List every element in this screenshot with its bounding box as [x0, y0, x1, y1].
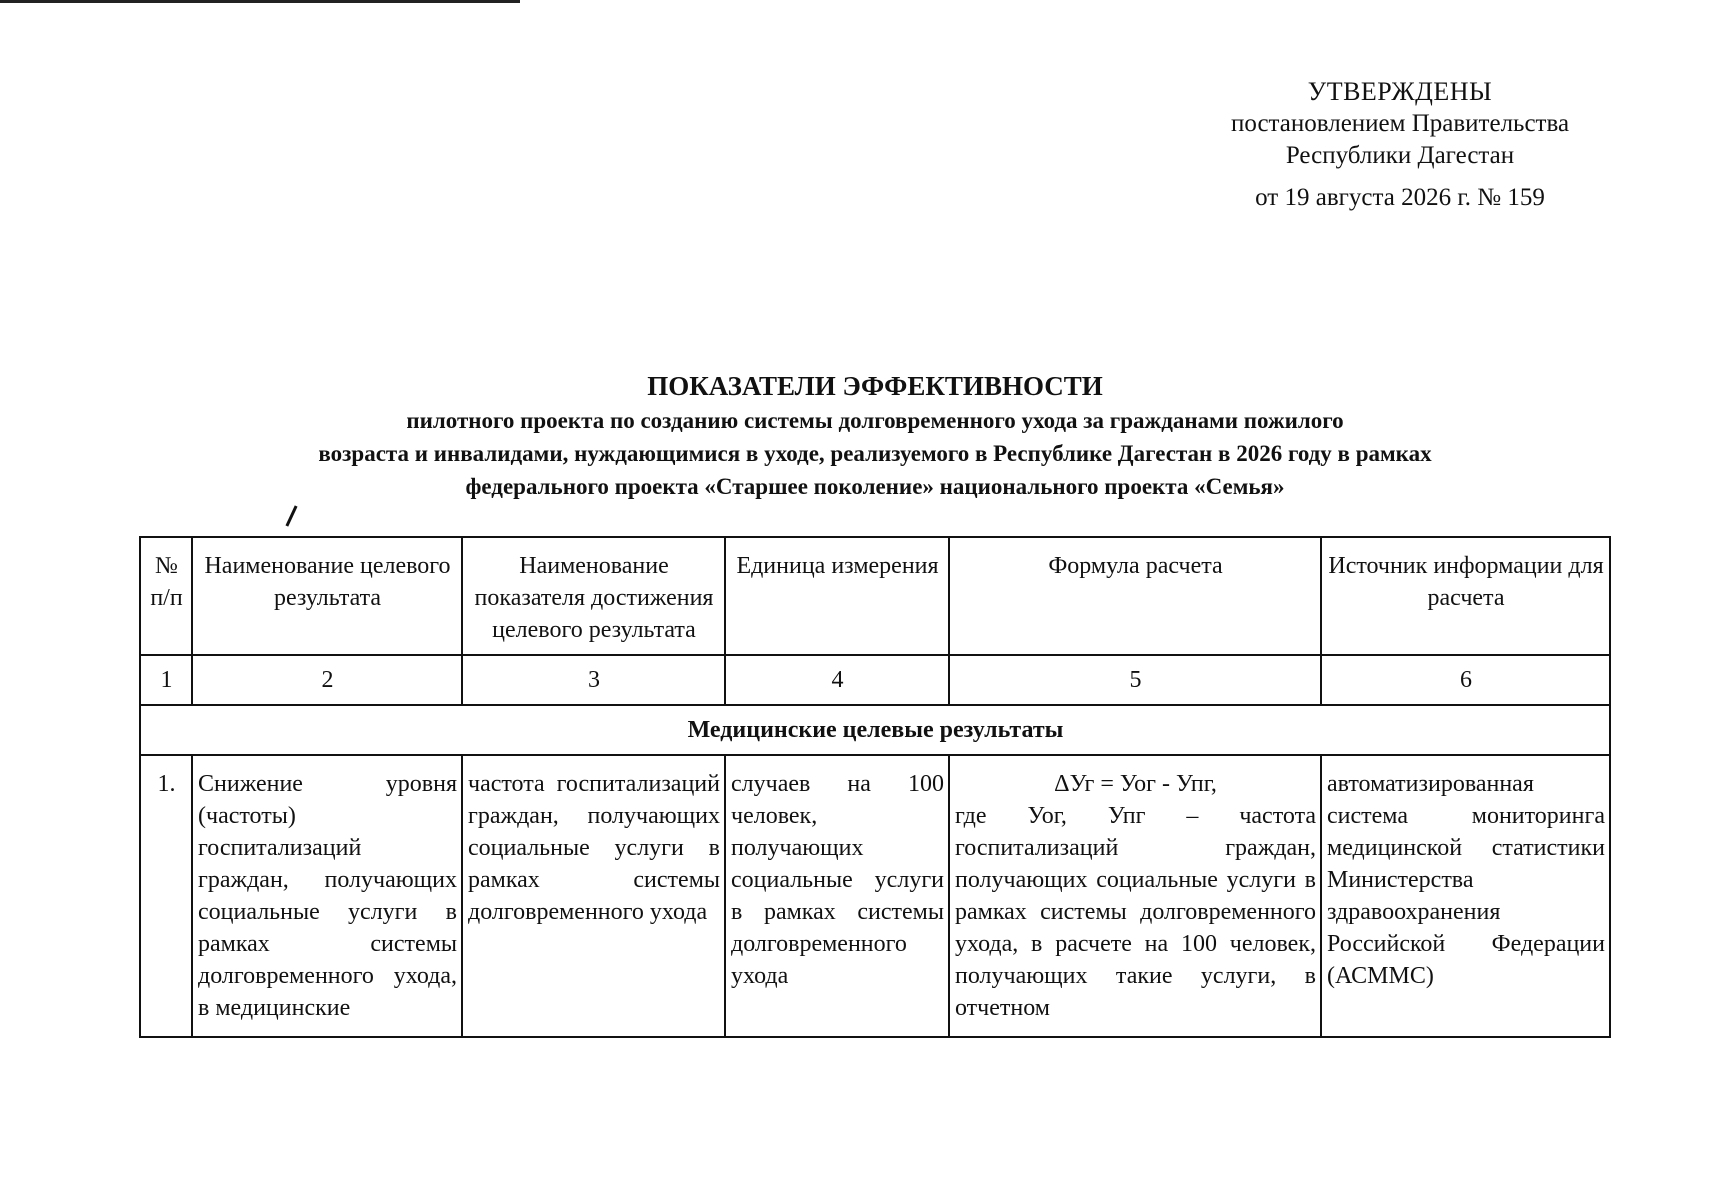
table-header-row — [140, 537, 1610, 655]
column-number: 5 — [949, 655, 1321, 705]
document-subtitle-line-3: федерального проекта «Старшее поколение» национального проекта «Семья» — [465, 474, 1285, 499]
approval-heading: УТВЕРЖДЕНЫ — [1307, 77, 1493, 106]
section-row — [140, 705, 1610, 755]
column-number-row — [140, 655, 1610, 705]
header-cell-formula: Формула расчета — [949, 537, 1321, 655]
column-number: 6 — [1321, 655, 1610, 705]
scan-edge-mark — [0, 0, 520, 3]
column-number: 4 — [725, 655, 949, 705]
document-subtitle-line-2: возраста и инвалидами, нуждающимися в уходе, реализуемого в Республике Дагестан в 2026 году в рамках — [318, 441, 1432, 466]
row-source: автоматизированная система мониторинга медицинской статистики Министерства здравоохранения Российской Федерации (АСММС) — [1321, 755, 1610, 1037]
header-cell-indicator: Наименование показателя достижения целевого результата — [462, 537, 725, 655]
document-subtitle-line-1: пилотного проекта по созданию системы долговременного ухода за гражданами пожилого — [406, 408, 1344, 433]
approval-stamp-block — [1170, 76, 1630, 214]
formula-description: где Уог, Упг – частота госпитализаций граждан, получающих социальные услуги в рамках системы долговременного ухода, в расчете на 100 человек, получающих такие услуги, в отчетном — [955, 803, 1316, 1021]
formula-expression: ΔУг = Уог - Упг, — [1054, 771, 1217, 797]
header-cell-source: Источник информации для расчета — [1321, 537, 1610, 655]
section-title: Медицинские целевые результаты — [140, 705, 1610, 755]
row-unit: случаев на 100 человек, получающих социальные услуги в рамках системы долговременного ухода — [725, 755, 949, 1037]
document-title-block — [140, 368, 1610, 503]
column-number: 3 — [462, 655, 725, 705]
approval-date: от 19 августа 2026 г. № 159 — [1255, 184, 1545, 211]
row-number: 1. — [140, 755, 192, 1037]
approval-line-1: постановлением Правительства — [1230, 110, 1570, 137]
document-title: ПОКАЗАТЕЛИ ЭФФЕКТИВНОСТИ — [647, 371, 1103, 401]
table-row — [140, 755, 1610, 1037]
column-number: 2 — [192, 655, 462, 705]
pen-mark — [285, 505, 297, 526]
header-cell-result: Наименование целевого результата — [192, 537, 462, 655]
column-number: 1 — [140, 655, 192, 705]
indicators-table — [139, 536, 1611, 1038]
row-indicator: частота госпитализаций граждан, получающих социальные услуги в рамках системы долговременного ухода — [462, 755, 725, 1037]
approval-line-2: Республики Дагестан — [1285, 142, 1515, 169]
header-cell-number: № п/п — [140, 537, 192, 655]
header-cell-unit: Единица измерения — [725, 537, 949, 655]
row-formula — [949, 755, 1321, 1037]
row-result: Снижение уровня (частоты) госпитализаций граждан, получающих социальные услуги в рамках системы долговременного ухода, в медицинские — [192, 755, 462, 1037]
